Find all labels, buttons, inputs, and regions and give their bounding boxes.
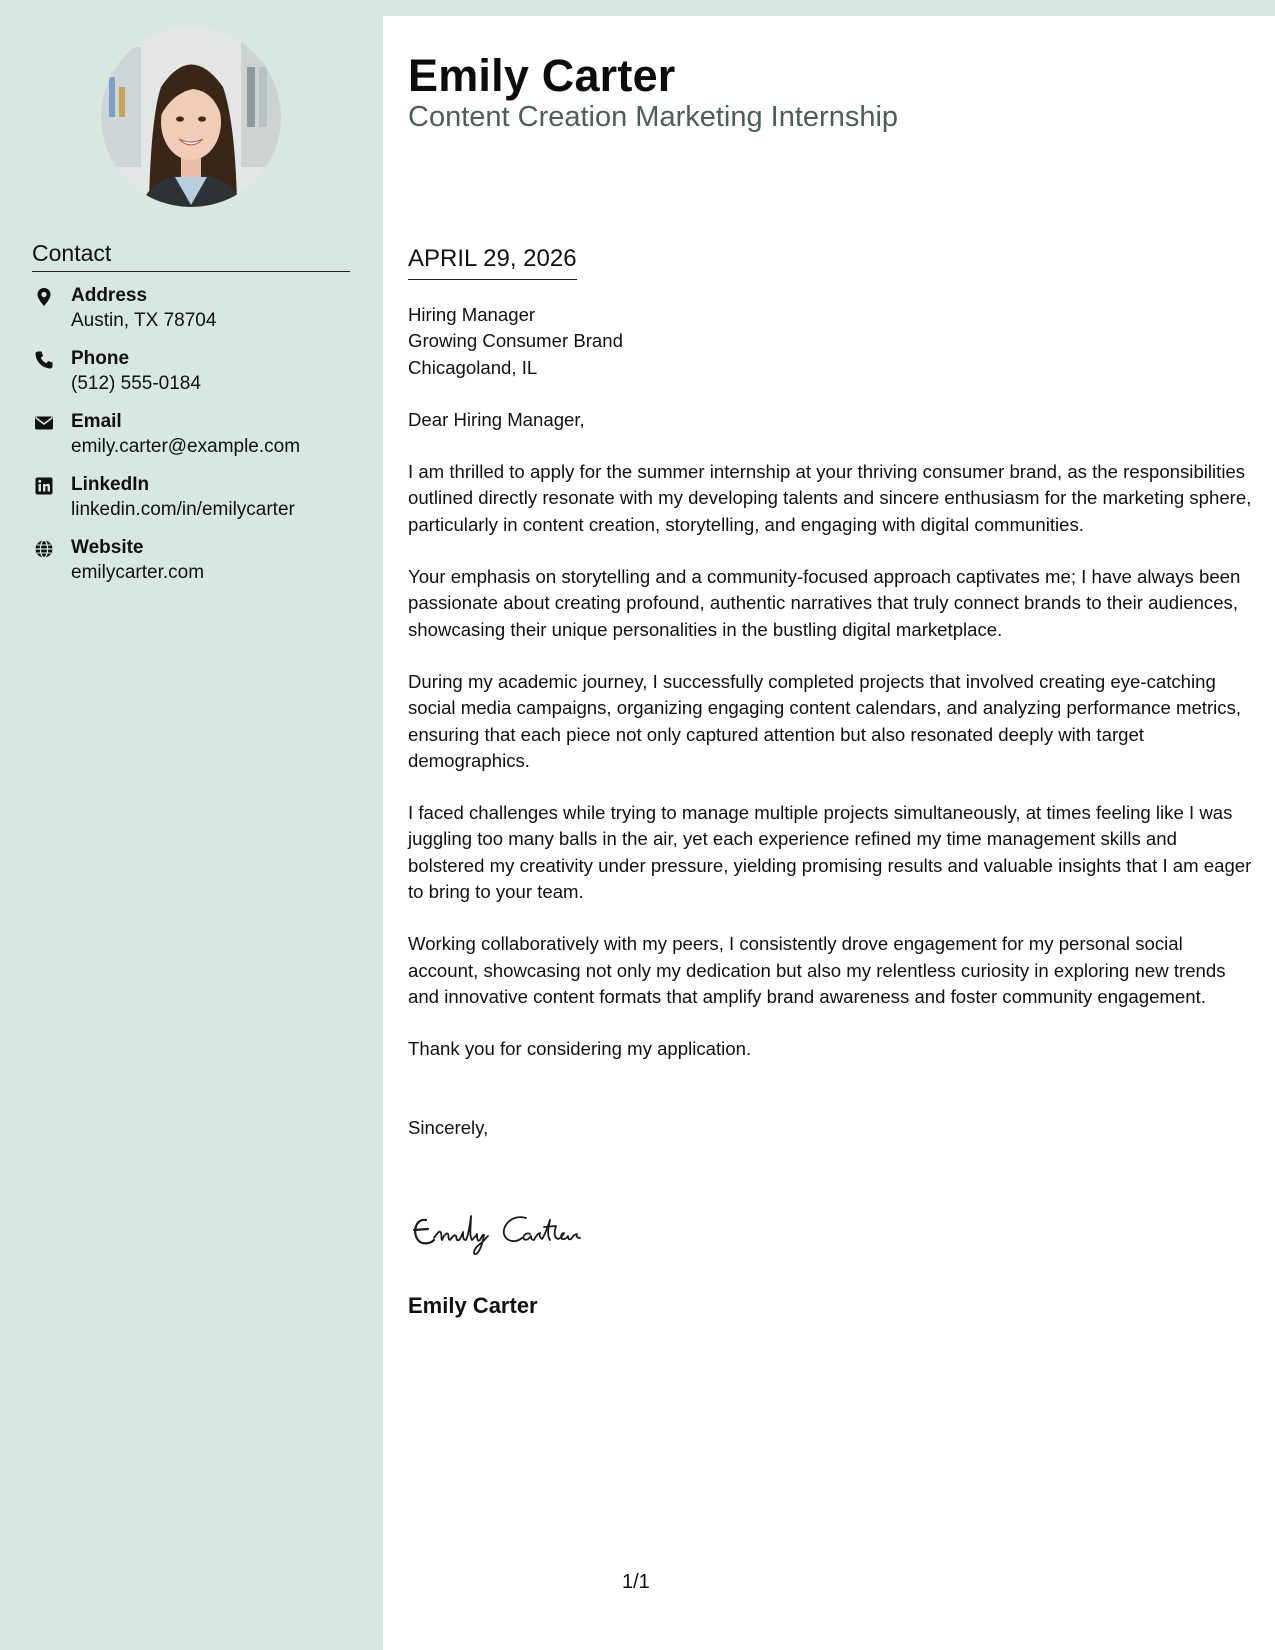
contact-label: Email <box>71 411 122 432</box>
sidebar <box>0 0 383 1650</box>
envelope-icon <box>34 413 54 433</box>
linkedin-icon <box>34 476 54 496</box>
closing: Sincerely, <box>408 1116 489 1138</box>
recipient-line: Hiring Manager <box>408 304 536 325</box>
recipient-line: Chicagoland, IL <box>408 356 538 378</box>
contact-label: Phone <box>71 348 130 369</box>
page-number: 1/1 <box>622 1571 650 1593</box>
contact-value: emilycarter.com <box>71 562 205 583</box>
contact-value: linkedin.com/in/emilycarter <box>71 499 295 520</box>
contact-item-linkedin <box>32 474 362 537</box>
letter-paragraph: I am thrilled to apply for the summer internship at your thriving consumer brand, as the responsibilities outlined directly resonate with my developing talents and sincere enthusiasm for the marketing sphere, particularly in content creation, storytelling, and engaging with digital communities. <box>408 461 1252 535</box>
contact-item-email <box>32 411 362 474</box>
letter-paragraph: I faced challenges while trying to manage multiple projects simultaneously, at times feeling like I was juggling too many balls in the air, yet each experience refined my time management skills and bolstered my creativity under pressure, yielding promising results and valuable insights that I am eager to bring to your team. <box>408 802 1252 903</box>
contact-value: emily.carter@example.com <box>71 436 301 457</box>
salutation: Dear Hiring Manager, <box>408 408 585 430</box>
letter-paragraph: Your emphasis on storytelling and a community-focused approach captivates me; I have always been passionate about creating profound, authentic narratives that truly connect brands to their audiences, showcasing their unique personalities in the bustling digital marketplace. <box>408 566 1241 640</box>
position-title: Content Creation Marketing Internship <box>408 101 899 133</box>
letter-paragraph: During my academic journey, I successfully completed projects that involved creating eye-catching social media campaigns, organizing engaging content calendars, and analyzing performance metrics, ensuring that each piece not only captured attention but also resonated deeply with target demographics. <box>408 670 1242 771</box>
contact-list <box>32 285 362 600</box>
contact-label: Website <box>71 537 144 558</box>
recipient-line: Growing Consumer Brand <box>408 330 623 352</box>
signed-name: Emily Carter <box>408 1293 538 1318</box>
contact-label: Address <box>71 285 148 306</box>
contact-value: (512) 555-0184 <box>71 373 201 394</box>
phone-icon <box>34 350 54 370</box>
profile-photo-icon <box>101 27 281 207</box>
contact-value: Austin, TX 78704 <box>71 310 217 331</box>
map-pin-icon <box>34 287 54 307</box>
handwritten-signature <box>408 1202 628 1262</box>
contact-item-address <box>32 285 362 348</box>
globe-icon <box>34 539 54 559</box>
recipient-block <box>408 302 1253 381</box>
letter-paragraph: Working collaboratively with my peers, I consistently drove engagement for my personal social account, showcasing not only my dedication but also my relentless curiosity in exploring new trends and innovative content formats that amplify brand awareness and foster community engagement. <box>408 933 1226 1007</box>
contact-item-phone <box>32 348 362 411</box>
contact-item-website <box>32 537 362 600</box>
avatar <box>101 27 281 207</box>
contact-heading: Contact <box>32 240 350 272</box>
contact-label: LinkedIn <box>71 474 150 495</box>
letter-paragraph: Thank you for considering my application. <box>408 1038 752 1060</box>
letter-date: APRIL 29, 2026 <box>408 245 577 280</box>
applicant-name: Emily Carter <box>408 50 676 101</box>
letter-text <box>408 302 1253 1167</box>
